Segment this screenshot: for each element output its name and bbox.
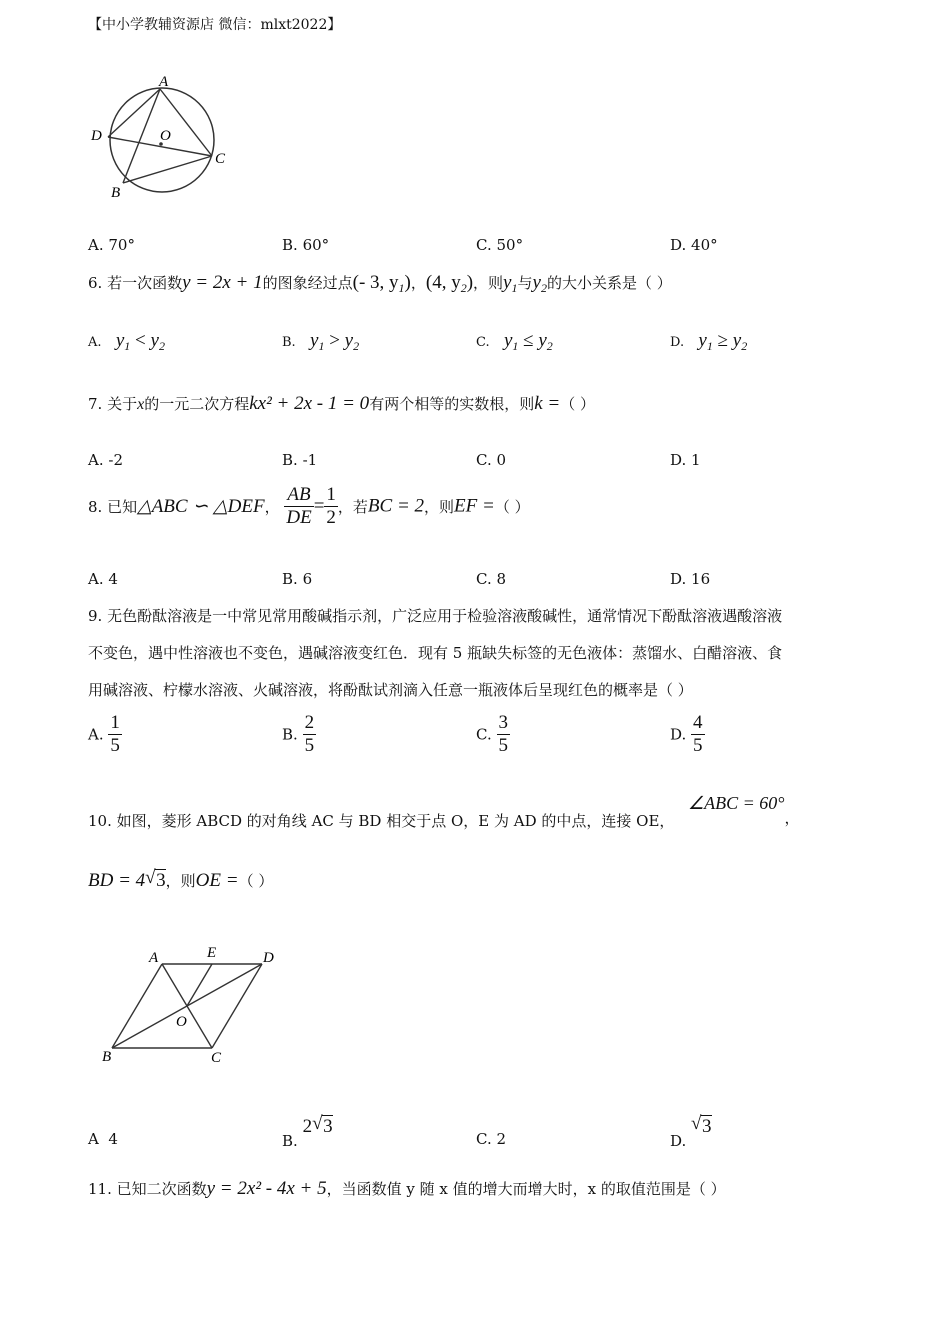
q6-option-c: C. $y_1 \le y_2$ [476, 330, 553, 353]
q8-option-c: C. 8 [476, 570, 507, 588]
q6-option-d: D. $y_1 \ge y_2$ [670, 330, 748, 353]
q9-option-b: B. $\frac{2}{5}$ [282, 712, 315, 756]
q9-line-1: 9. 无色酚酞溶液是一中常见常用酸碱指示剂，广泛应用于检验溶液酸碱性，通常情况下酚酞溶液遇酸溶液 [88, 607, 783, 625]
page-header: 【中小学教辅资源店 微信：mlxt2022】 [88, 17, 342, 33]
q6-option-b: B. $y_1 > y_2$ [282, 330, 360, 353]
q8-option-d: D. 16 [670, 570, 711, 588]
q10-stem-line-2: BD = 4 √ 3，则OE =（ ） [88, 867, 274, 891]
q10-label-b: B [102, 1049, 112, 1065]
q7-option-b: B. -1 [282, 451, 318, 469]
q5-option-a: A. 70° [88, 236, 135, 254]
q9-option-d: D. $\frac{4}{5}$ [670, 712, 703, 756]
q9-line-3: 用碱溶液、柠檬水溶液、火碱溶液，将酚酞试剂滴入任意一瓶液体后呈现红色的概率是（ ） [88, 681, 693, 699]
q5-label-b: B [111, 185, 121, 200]
q10-label-a: A [149, 950, 159, 966]
q7-option-d: D. 1 [670, 451, 701, 469]
q7-option-a: A. -2 [88, 451, 124, 469]
q10-option-a: A 4 [88, 1130, 118, 1148]
q9-option-c: C. $\frac{3}{5}$ [476, 712, 508, 756]
q8-stem: 8. 已知△ABC ∽ △DEF， $\frac{AB}{DE}$ = $\frac{1}{2}$ ，若BC = 2，则EF =（ ） [88, 484, 530, 528]
q10-option-b: B. 2 √ 3 [282, 1113, 333, 1150]
q5-label-c: C [215, 151, 226, 167]
q5-option-b: B. 60° [282, 236, 330, 254]
q10-rhombus-figure [96, 940, 286, 1070]
q10-label-e: E [207, 945, 217, 961]
q8-ratio-fraction: $\frac{AB}{DE}$ [286, 484, 312, 528]
q10-angle: ∠ABC = 60°， [688, 793, 800, 827]
q10-stem-line-1: 10. 如图，菱形 ABCD 的对角线 AC 与 BD 相交于点 O，E 为 AD 的中点，连接 OE， [88, 812, 675, 830]
q5-circle-figure [86, 70, 236, 200]
q9-line-2: 不变色，遇中性溶液也不变色，遇碱溶液变红色．现有 5 瓶缺失标签的无色液体：蒸馏水、白醋溶液、食 [88, 644, 783, 662]
q10-label-c: C [211, 1050, 222, 1066]
q8-half-fraction: $\frac{1}{2}$ [326, 484, 336, 528]
q10-label-o: O [176, 1014, 187, 1030]
q8-option-b: B. 6 [282, 570, 313, 588]
q10-option-c: C. 2 [476, 1130, 507, 1148]
q7-stem: 7. 关于x的一元二次方程kx² + 2x - 1 = 0有两个相等的实数根，则k =（ ） [88, 393, 595, 414]
q6-stem: 6. 若一次函数y = 2x + 1的图象经过点(- 3, $y_1$)，(4, $y_2$)，则$y_1$与$y_2$的大小关系是（ ） [88, 272, 672, 295]
q10-label-d: D [263, 950, 274, 966]
q7-option-c: C. 0 [476, 451, 507, 469]
q5-option-c: C. 50° [476, 236, 524, 254]
q8-option-a: A. 4 [88, 570, 118, 588]
q6-option-a: A. $y_1 < y_2$ [88, 330, 165, 353]
q5-label-d: D [91, 128, 102, 144]
q9-option-a: A. $\frac{1}{5}$ [88, 712, 120, 756]
q11-stem: 11. 已知二次函数y = 2x² - 4x + 5，当函数值 y 随 x 值的增大而增大时，x 的取值范围是（ ） [88, 1178, 726, 1199]
q5-option-d: D. 40° [670, 236, 718, 254]
q5-label-a: A [159, 74, 169, 90]
q5-label-o: O [160, 128, 171, 144]
q10-option-d: D. √ 3 [670, 1113, 712, 1150]
